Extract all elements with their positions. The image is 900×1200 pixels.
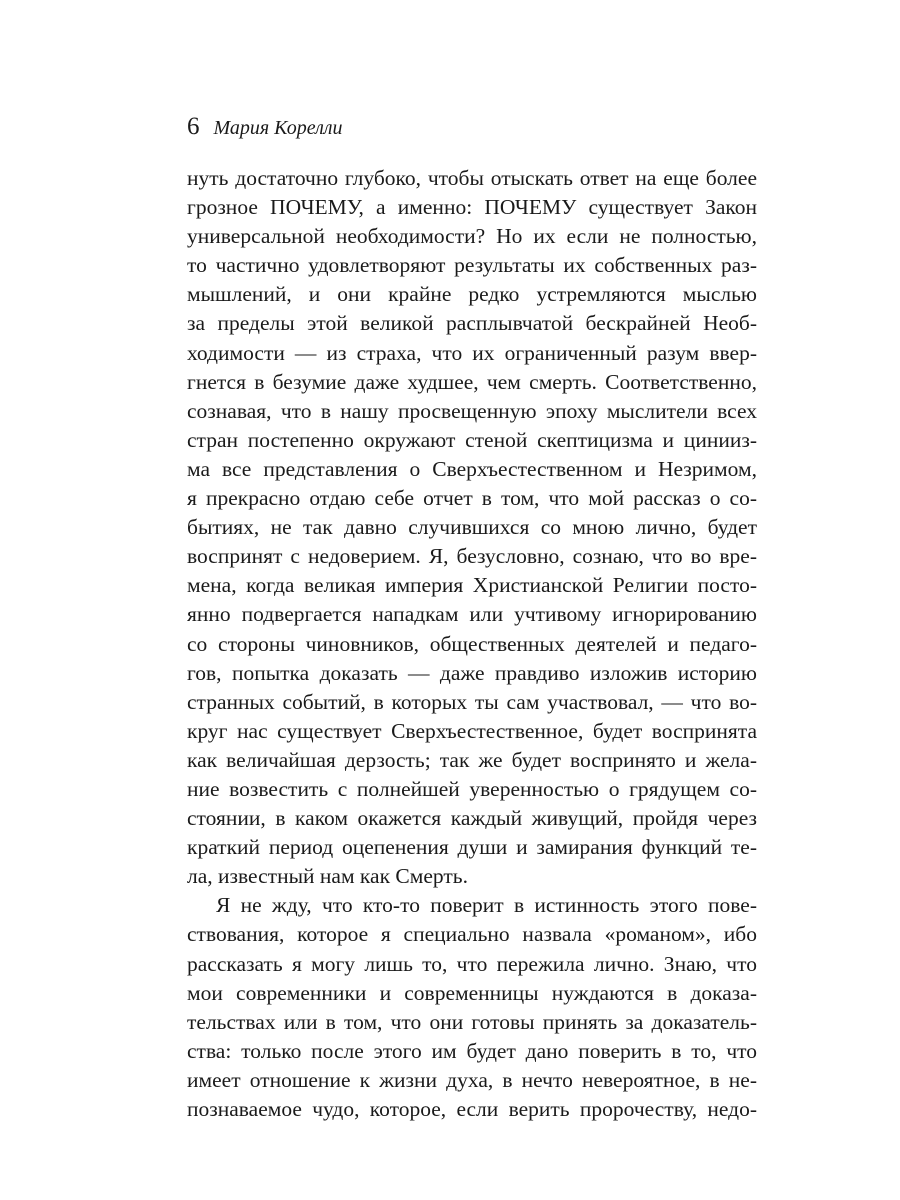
text-line: гнется в безумие даже худшее, чем смерть. Соответственно, <box>187 369 757 394</box>
text-line: воспринят с недоверием. Я, безусловно, сознаю, что во вре- <box>187 544 757 569</box>
text-line: ства: только после этого им будет дано поверить в то, что <box>187 1038 757 1063</box>
text-line: за пределы этой великой расплывчатой бескрайней Необ- <box>187 311 757 336</box>
text-line: стран постепенно окружают стеной скептицизма и цинииз- <box>187 427 757 452</box>
running-head <box>187 113 343 141</box>
text-line: краткий период оцепенения души и замирания функций те- <box>187 835 757 860</box>
text-line: я прекрасно отдаю себе отчет в том, что мой рассказ о со- <box>187 486 757 511</box>
text-line: ма все представления о Сверхъестественном и Незримом, <box>187 456 757 481</box>
paragraph <box>187 164 757 891</box>
text-line: странных событий, в которых ты сам участвовал, — что во- <box>187 689 757 714</box>
body-text <box>187 164 757 1124</box>
text-line: универсальной необходимости? Но их если не полностью, <box>187 224 757 249</box>
text-line: ствования, которое я специально назвала «романом», ибо <box>187 922 757 947</box>
text-line: мои современники и современницы нуждаются в доказа- <box>187 980 757 1005</box>
text-line: грозное ПОЧЕМУ, а именно: ПОЧЕМУ существует Закон <box>187 195 757 220</box>
text-line: Я не жду, что кто-то поверит в истинность этого пове- <box>216 893 757 918</box>
text-line: со стороны чиновников, общественных деятелей и педаго- <box>187 631 757 656</box>
text-line: то частично удовлетворяют результаты их собственных раз- <box>187 253 757 278</box>
text-line: мена, когда великая империя Христианской Религии посто- <box>187 573 757 598</box>
text-line: янно подвергается нападкам или учтивому игнорированию <box>187 602 757 627</box>
page-number: 6 <box>187 113 200 140</box>
text-line: ла, известный нам как Смерть. <box>187 864 468 889</box>
text-line: мышлений, и они крайне редко устремляются мыслью <box>187 282 757 307</box>
text-line: нуть достаточно глубоко, чтобы отыскать ответ на еще более <box>187 166 757 190</box>
text-line: как величайшая дерзость; так же будет воспринято и жела- <box>187 747 757 772</box>
text-line: круг нас существует Сверхъестественное, будет воспринята <box>187 718 757 743</box>
text-line: гов, попытка доказать — даже правдиво изложив историю <box>187 660 757 685</box>
paragraph <box>187 891 757 1124</box>
text-line: рассказать я могу лишь то, что пережила лично. Знаю, что <box>187 951 757 976</box>
text-line: имеет отношение к жизни духа, в нечто невероятное, в не- <box>187 1067 757 1092</box>
text-line: ходимости — из страха, что их ограниченный разум ввер- <box>187 340 757 365</box>
text-line: познаваемое чудо, которое, если верить пророчеству, недо- <box>187 1097 757 1121</box>
text-line: ние возвестить с полнейшей уверенностью о грядущем со- <box>187 776 757 801</box>
text-line: сознавая, что в нашу просвещенную эпоху мыслители всех <box>187 398 757 423</box>
text-line: бытиях, не так давно случившихся со мною лично, будет <box>187 515 757 540</box>
text-line: стоянии, в каком окажется каждый живущий, пройдя через <box>187 806 757 831</box>
author-name: Мария Корелли <box>213 117 343 139</box>
text-line: тельствах или в том, что они готовы принять за доказатель- <box>187 1009 757 1034</box>
